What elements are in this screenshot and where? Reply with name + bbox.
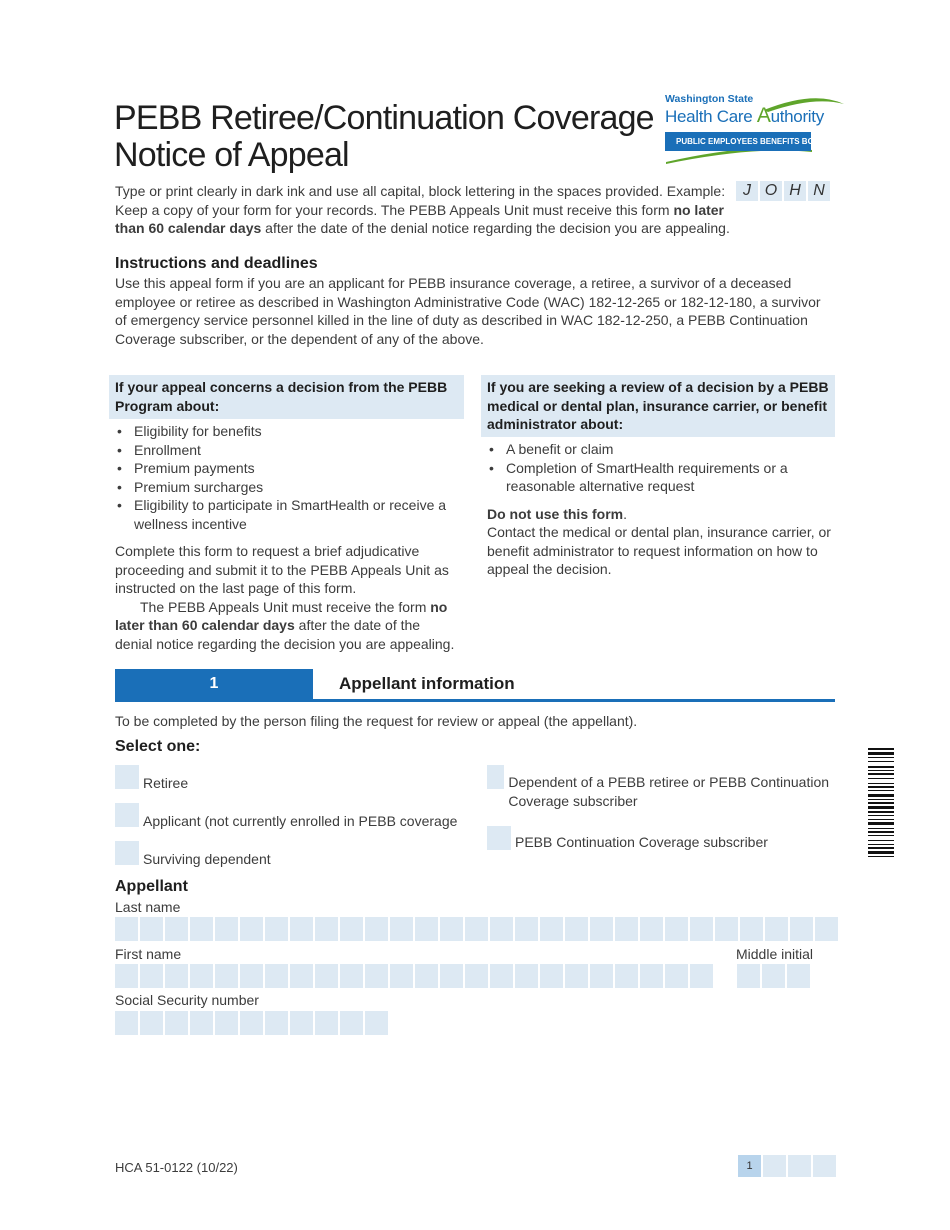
- barcode-bar: [868, 757, 894, 758]
- first-name-char-box[interactable]: [440, 964, 463, 988]
- ssn-char-box[interactable]: [115, 1011, 138, 1035]
- first-name-char-box[interactable]: [690, 964, 713, 988]
- last-name-char-box[interactable]: [790, 917, 813, 941]
- logo-banner: [665, 132, 832, 151]
- last-name-char-box[interactable]: [665, 917, 688, 941]
- option-dependent[interactable]: [487, 765, 837, 811]
- barcode-bar: [868, 847, 894, 849]
- option-retiree[interactable]: [115, 765, 457, 793]
- last-name-char-box[interactable]: [290, 917, 313, 941]
- surviving-dependent-checkbox[interactable]: [115, 841, 139, 865]
- barcode-bar: [868, 844, 894, 845]
- first-name-char-box[interactable]: [115, 964, 138, 988]
- last-name-label: Last name: [115, 899, 181, 915]
- page-number-boxes: [738, 1155, 838, 1177]
- last-name-char-box[interactable]: [265, 917, 288, 941]
- middle-initial-char-box[interactable]: [737, 964, 760, 988]
- option-label: Dependent of a PEBB retiree or PEBB Continuation Coverage subscriber: [508, 774, 830, 809]
- barcode-bar: [868, 822, 894, 825]
- right-column: [481, 375, 835, 579]
- first-name-char-box[interactable]: [340, 964, 363, 988]
- ssn-input[interactable]: [115, 1011, 390, 1035]
- first-name-char-box[interactable]: [515, 964, 538, 988]
- section-number: 1: [115, 669, 313, 699]
- middle-initial-label: Middle initial: [736, 946, 814, 962]
- first-name-char-box[interactable]: [640, 964, 663, 988]
- instructions-heading: Instructions and deadlines: [115, 255, 318, 272]
- first-name-char-box[interactable]: [165, 964, 188, 988]
- ssn-label: Social Security number: [115, 992, 259, 1008]
- ssn-char-box[interactable]: [265, 1011, 288, 1035]
- first-name-label: First name: [115, 946, 182, 962]
- last-name-char-box[interactable]: [465, 917, 488, 941]
- page-title: [114, 100, 654, 174]
- barcode-bar: [868, 766, 894, 768]
- ssn-char-box[interactable]: [190, 1011, 213, 1035]
- example-letter: N: [808, 181, 830, 201]
- example-letter: O: [760, 181, 782, 201]
- last-name-char-box[interactable]: [165, 917, 188, 941]
- page-number-box: [763, 1155, 786, 1177]
- first-name-char-box[interactable]: [290, 964, 313, 988]
- last-name-char-box[interactable]: [490, 917, 513, 941]
- last-name-char-box[interactable]: [365, 917, 388, 941]
- first-name-char-box[interactable]: [415, 964, 438, 988]
- barcode-bar: [868, 831, 894, 833]
- first-name-char-box[interactable]: [315, 964, 338, 988]
- last-name-char-box[interactable]: [765, 917, 788, 941]
- continuation-checkbox[interactable]: [487, 826, 511, 850]
- hca-logo: [664, 92, 844, 164]
- first-name-char-box[interactable]: [615, 964, 638, 988]
- intro-line-2a: Keep a copy of your form for your records. The PEBB Appeals Unit must receive this form: [115, 201, 674, 218]
- retiree-checkbox[interactable]: [115, 765, 139, 789]
- list-item: • Eligibility to participate in SmartHealth or receive a wellness incentive: [115, 496, 464, 533]
- ssn-char-box[interactable]: [215, 1011, 238, 1035]
- page-number-box: [813, 1155, 836, 1177]
- right-box-donot: [487, 505, 835, 524]
- donot-rest: .: [623, 505, 628, 522]
- logo-state: Washington State: [665, 93, 754, 105]
- section-1-intro: To be completed by the person filing the request for review or appeal (the appellant).: [115, 713, 638, 729]
- intro-line-2b: after the date of the denial notice regarding the decision you are appealing.: [261, 220, 730, 236]
- example-letter: J: [736, 181, 758, 201]
- last-name-char-box[interactable]: [565, 917, 588, 941]
- last-name-char-box[interactable]: [115, 917, 138, 941]
- option-label: Retiree: [143, 775, 189, 791]
- list-item: • Eligibility for benefits: [115, 422, 464, 441]
- barcode-bar: [868, 773, 894, 775]
- logo-agency: [665, 104, 824, 128]
- option-applicant[interactable]: [115, 803, 457, 831]
- list-item: • Enrollment: [115, 441, 464, 460]
- barcode-bar: [868, 799, 894, 800]
- option-label: Surviving dependent: [143, 851, 271, 867]
- last-name-char-box[interactable]: [615, 917, 638, 941]
- logo-agency-rest: uthority: [770, 107, 824, 126]
- barcode-bar: [868, 856, 894, 857]
- last-name-char-box[interactable]: [540, 917, 563, 941]
- last-name-char-box[interactable]: [340, 917, 363, 941]
- left-para-2a: The PEBB Appeals Unit must receive the form: [140, 598, 431, 615]
- barcode-bar: [868, 783, 894, 784]
- last-name-char-box[interactable]: [440, 917, 463, 941]
- options-right: [487, 765, 837, 852]
- barcode-bar: [868, 840, 894, 841]
- left-column: [109, 375, 464, 653]
- last-name-char-box[interactable]: [415, 917, 438, 941]
- example-letter: H: [784, 181, 806, 201]
- options-left: [115, 765, 457, 869]
- list-item: • Premium payments: [115, 459, 464, 478]
- left-box-heading: If your appeal concerns a decision from the PEBB Program about:: [109, 375, 464, 419]
- first-name-char-box[interactable]: [490, 964, 513, 988]
- right-box-para: Contact the medical or dental plan, insurance carrier, or benefit administrator to request information on how to appeal the decision.: [487, 524, 831, 577]
- barcode-bar: [868, 806, 894, 809]
- ssn-char-box[interactable]: [140, 1011, 163, 1035]
- barcode-bar: [868, 815, 894, 816]
- middle-initial-char-box[interactable]: [762, 964, 785, 988]
- last-name-char-box[interactable]: [240, 917, 263, 941]
- ssn-char-box[interactable]: [315, 1011, 338, 1035]
- option-surviving-dependent[interactable]: [115, 841, 457, 869]
- last-name-char-box[interactable]: [640, 917, 663, 941]
- ssn-char-box[interactable]: [290, 1011, 313, 1035]
- left-box-list: [115, 422, 464, 533]
- appellant-heading: Appellant: [115, 878, 188, 895]
- barcode-bar: [868, 761, 894, 762]
- last-name-char-box[interactable]: [390, 917, 413, 941]
- barcode-bar: [868, 778, 894, 779]
- barcode-bar: [868, 811, 894, 813]
- last-name-input[interactable]: [115, 917, 840, 941]
- applicant-checkbox[interactable]: [115, 803, 139, 827]
- ssn-char-box[interactable]: [365, 1011, 388, 1035]
- option-label: PEBB Continuation Coverage subscriber: [515, 834, 768, 850]
- first-name-char-box[interactable]: [365, 964, 388, 988]
- dependent-checkbox[interactable]: [487, 765, 504, 789]
- ssn-char-box[interactable]: [340, 1011, 363, 1035]
- instructions-body: Use this appeal form if you are an applicant for PEBB insurance coverage, a retiree, a survivor of a deceased employee or retiree as described in Washington Administrative Code (WAC) 182-12-265 or 182-12-180, a survivor of emergency service personnel killed in the line of duty as described in WAC 182-12-250, a PEBB Continuation Coverage subscriber, or the dependent of any of the above.: [115, 275, 821, 347]
- intro-text: [115, 182, 745, 238]
- first-name-char-box[interactable]: [265, 964, 288, 988]
- first-name-char-box[interactable]: [540, 964, 563, 988]
- logo-agency-accent: A: [756, 104, 771, 127]
- last-name-char-box[interactable]: [215, 917, 238, 941]
- barcode-bar: [868, 794, 894, 797]
- first-name-input[interactable]: [115, 964, 715, 988]
- select-one-heading: Select one:: [115, 738, 201, 755]
- left-para-2-deadline: no later than 60 calendar days: [115, 598, 448, 633]
- middle-initial-char-box[interactable]: [787, 964, 810, 988]
- title-line-2: Notice of Appeal: [114, 136, 349, 174]
- barcode-bar: [868, 752, 894, 755]
- first-name-char-box[interactable]: [390, 964, 413, 988]
- first-name-char-box[interactable]: [240, 964, 263, 988]
- last-name-char-box[interactable]: [690, 917, 713, 941]
- ssn-char-box[interactable]: [240, 1011, 263, 1035]
- left-box-para-2: [115, 598, 460, 654]
- form-id: HCA 51-0122 (10/22): [115, 1160, 238, 1175]
- list-item: • Completion of SmartHealth requirements or a reasonable alternative request: [487, 459, 835, 496]
- list-item: • A benefit or claim: [487, 440, 835, 459]
- right-box-list: [487, 440, 835, 496]
- last-name-char-box[interactable]: [590, 917, 613, 941]
- logo-banner-text: PUBLIC EMPLOYEES BENEFITS BOARD: [676, 137, 832, 146]
- first-name-char-box[interactable]: [465, 964, 488, 988]
- last-name-char-box[interactable]: [140, 917, 163, 941]
- barcode-bar: [868, 786, 894, 788]
- section-title: Appellant information: [339, 674, 515, 693]
- last-name-char-box[interactable]: [815, 917, 838, 941]
- first-name-char-box[interactable]: [565, 964, 588, 988]
- ssn-char-box[interactable]: [165, 1011, 188, 1035]
- option-label: Applicant (not currently enrolled in PEBB coverage: [143, 813, 458, 829]
- barcode-bar: [868, 828, 894, 829]
- first-name-char-box[interactable]: [590, 964, 613, 988]
- barcode-bar: [868, 770, 894, 771]
- barcode-bar: [868, 802, 894, 804]
- right-box-heading: If you are seeking a review of a decision by a PEBB medical or dental plan, insurance carrier, or benefit administrator about:: [481, 375, 835, 437]
- last-name-char-box[interactable]: [715, 917, 738, 941]
- page-number-box: 1: [738, 1155, 761, 1177]
- barcode-bar: [868, 851, 894, 854]
- barcode-bar: [868, 835, 894, 836]
- last-name-char-box[interactable]: [315, 917, 338, 941]
- barcode-bar: [868, 748, 894, 750]
- barcode-bar: [868, 819, 894, 820]
- list-item: • Premium surcharges: [115, 478, 464, 497]
- left-box-para-1: Complete this form to request a brief adjudicative proceeding and submit it to the PEBB Appeals Unit as instructed on the last page of this form.: [115, 543, 449, 596]
- page-number-box: [788, 1155, 811, 1177]
- last-name-char-box[interactable]: [190, 917, 213, 941]
- first-name-char-box[interactable]: [215, 964, 238, 988]
- section-1-header: [115, 669, 835, 702]
- barcode-bar: [868, 790, 894, 791]
- first-name-char-box[interactable]: [190, 964, 213, 988]
- left-para-2b: after the date of the denial notice regarding the decision you are appealing.: [115, 617, 455, 652]
- first-name-char-box[interactable]: [665, 964, 688, 988]
- option-continuation[interactable]: [487, 826, 837, 852]
- intro-line-1: Type or print clearly in dark ink and use all capital, block lettering in the spaces provided. Example:: [115, 183, 726, 199]
- title-line-1: PEBB Retiree/Continuation Coverage: [114, 99, 654, 137]
- barcode-icon: [868, 748, 894, 948]
- last-name-char-box[interactable]: [740, 917, 763, 941]
- example-letter-boxes: [736, 181, 832, 201]
- donot-bold: Do not use this form: [487, 505, 624, 522]
- logo-agency-main: Health Care: [665, 107, 757, 126]
- last-name-char-box[interactable]: [515, 917, 538, 941]
- middle-initial-input[interactable]: [737, 964, 812, 988]
- intro-deadline: no later than 60 calendar days: [115, 201, 725, 236]
- first-name-char-box[interactable]: [140, 964, 163, 988]
